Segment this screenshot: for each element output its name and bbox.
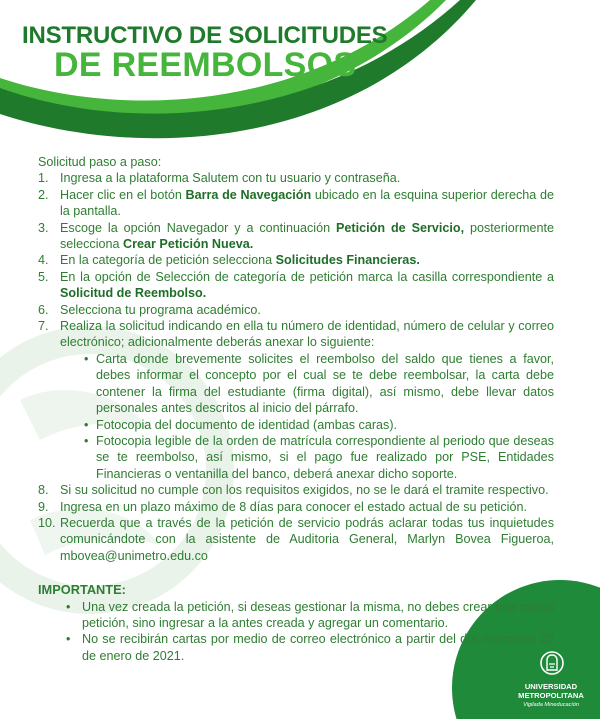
step-item — [38, 499, 554, 515]
steps-list — [38, 170, 554, 564]
step-item — [38, 269, 554, 302]
step-text: Selecciona tu programa académico. — [60, 302, 261, 317]
attachment-item: • Fotocopia legible de la orden de matrícula correspondiente al periodo que deseas se te reembolso, así mismo, si el pago fue realizado por PSE, Entidades Financieras o ventanilla del banco, deberá anexar dicho soporte. — [60, 433, 554, 482]
step-text: posteriormente selecciona — [60, 220, 555, 252]
step-number: 5. — [38, 269, 49, 284]
attachment-item: • Fotocopia del documento de identidad (ambas caras). — [60, 417, 554, 433]
step-number: 8. — [38, 483, 49, 498]
step-number: 4. — [38, 253, 49, 268]
step-text: Recuerda que a través de la petición de servicio podrás aclarar todas tus inquietudes comunicándote con la asistente de Auditoria General, Marlyn Bovea Figueroa, mbovea@unimetro.edu.co — [60, 515, 554, 563]
instructions-content — [38, 154, 554, 664]
step-text: Realiza la solicitud indicando en ella tu número de identidad, número de celular y correo electrónico; adicionalmente deberás anexar lo siguiente: — [60, 319, 554, 350]
step-item — [38, 170, 554, 186]
title-line-1: INSTRUCTIVO DE SOLICITUDES — [22, 22, 388, 49]
intro-text: Solicitud paso a paso: — [38, 155, 162, 169]
step-item — [38, 252, 554, 268]
step-emphasis: Crear Petición Nueva. — [123, 237, 254, 252]
step-emphasis: Petición de Servicio, — [336, 220, 465, 235]
university-logo — [505, 644, 597, 712]
step-number: 9. — [38, 499, 49, 514]
step-number: 2. — [38, 187, 49, 202]
step-item — [38, 302, 554, 318]
step-text: Si su solicitud no cumple con los requisitos exigidos, no se le dará el tramite respectivo. — [60, 483, 549, 498]
step-text: Escoge la opción Navegador y a continuación — [60, 220, 337, 235]
step-emphasis: Solicitudes Financieras. — [275, 253, 420, 268]
step-emphasis: Solicitud de Reembolso. — [60, 286, 207, 301]
step-emphasis: Barra de Navegación — [185, 187, 312, 202]
step-number: 6. — [38, 302, 49, 317]
step-number: 3. — [38, 220, 49, 235]
step-number: 1. — [38, 171, 49, 186]
logo-line-2: METROPOLITANA — [518, 691, 584, 700]
step-item — [38, 318, 554, 482]
step-text: Ingresa a la plataforma Salutem con tu usuario y contraseña. — [60, 171, 401, 186]
step-text: En la opción de Selección de categoría de petición marca la casilla correspondiente a — [60, 269, 554, 284]
step-item — [38, 220, 554, 253]
step-text: En la categoría de petición selecciona — [60, 253, 276, 268]
step-item — [38, 515, 554, 564]
important-item: • Una vez creada la petición, si deseas gestionar la misma, no debes crear una nueva petición, sino ingresar a la antes creada y agregar un comentario. — [38, 599, 554, 632]
logo-line-1: UNIVERSIDAD — [524, 682, 578, 691]
step-number: 10. — [38, 515, 56, 530]
attachment-list — [60, 351, 554, 482]
title-line-2: DE REEMBOLSOS — [54, 46, 357, 84]
step-text: Ingresa en un plazo máximo de 8 días para conocer el estado actual de su petición. — [60, 499, 527, 514]
step-number: 7. — [38, 319, 49, 334]
university-seal-icon — [540, 650, 564, 678]
step-text: Hacer clic en el botón — [60, 187, 186, 202]
important-list — [38, 599, 554, 665]
step-text: ubicado en la esquina superior derecha de la pantalla. — [60, 187, 554, 219]
important-title: IMPORTANTE: — [38, 582, 126, 598]
attachment-item: • Carta donde brevemente solicites el reembolso del saldo que tienes a favor, debes informar el concepto por el cual se te debe reembolsar, la carta debe contener la firma del estudiante (firma digital), así mismo, debe llevar datos personales antes descritos al inicio del párrafo. — [60, 351, 554, 417]
important-item: • No se recibirán cartas por medio de correo electrónico a partir del día miércoles 20 de enero de 2021. — [38, 631, 554, 664]
step-item — [38, 187, 554, 220]
step-item — [38, 482, 554, 498]
logo-line-3: Vigilada Mineducación — [523, 702, 579, 708]
